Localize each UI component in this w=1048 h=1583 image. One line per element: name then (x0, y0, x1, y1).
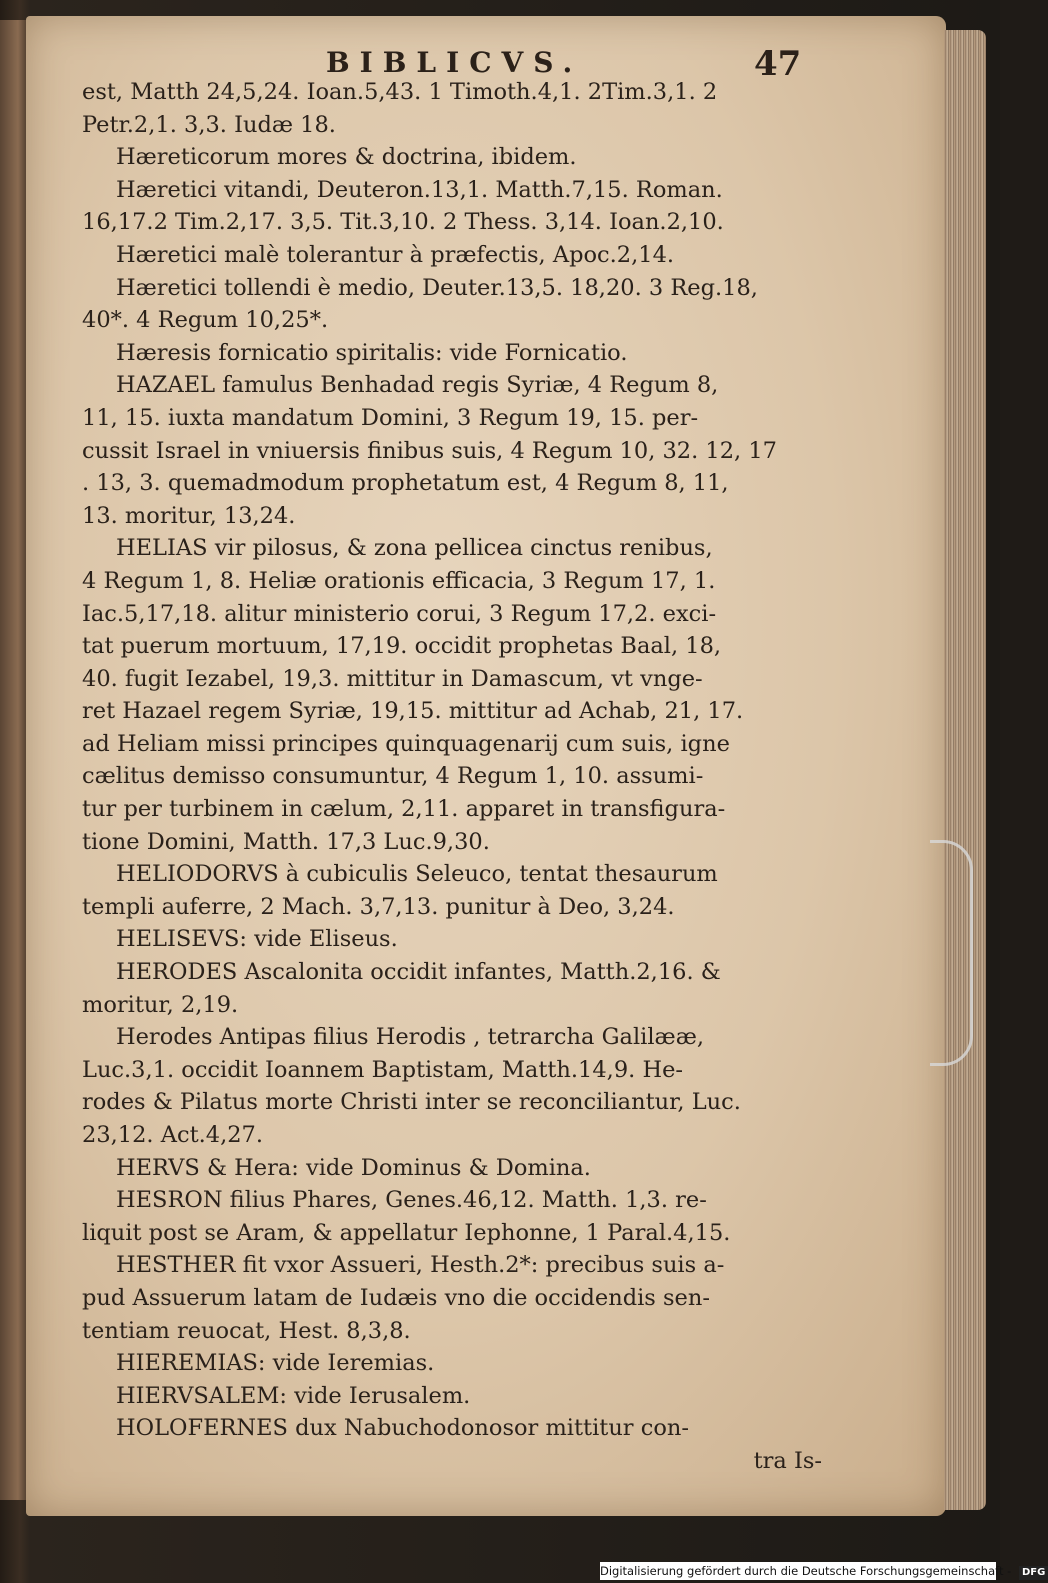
text-line: HERODES Ascalonita occidit infantes, Matth.2,16. & (116, 959, 721, 986)
text-line: Hæresis fornicatio spiritalis: vide Fornicatio. (116, 339, 628, 366)
text-line: pud Assuerum latam de Iudæis vno die occidendis sen- (82, 1284, 710, 1311)
text-line: tur per turbinem in cælum, 2,11. apparet in transfigura- (82, 796, 726, 823)
text-line: Hæretici tollendi è medio, Deuter.13,5. 18,20. 3 Reg.18, (116, 274, 758, 301)
text-line: Petr.2,1. 3,3. Iudæ 18. (82, 111, 336, 138)
text-line: ad Heliam missi principes quinquagenarij cum suis, igne (82, 730, 730, 757)
text-line: liquit post se Aram, & appellatur Iephonne, 1 Paral.4,15. (82, 1219, 731, 1246)
footer-credit (600, 1562, 1046, 1580)
text-line: tentiam reuocat, Hest. 8,3,8. (82, 1317, 411, 1344)
dfg-logo: DFG (1019, 1566, 1048, 1580)
text-line: tione Domini, Matth. 17,3 Luc.9,30. (82, 828, 490, 855)
text-block (82, 76, 842, 1478)
text-line: HELISEVS: vide Eliseus. (116, 926, 398, 953)
text-line: cælitus demisso consumuntur, 4 Regum 1, 10. assumi- (82, 763, 704, 790)
text-line: HELIAS vir pilosus, & zona pellicea cinctus renibus, (116, 535, 713, 562)
page-number: 47 (754, 44, 802, 84)
footer-credit-text: Digitalisierung gefördert durch die Deutsche Forschungsgemeinschaft - (600, 1564, 1012, 1578)
text-line: est, Matth 24,5,24. Ioan.5,43. 1 Timoth.4,1. 2Tim.3,1. 2 (82, 79, 718, 105)
catchword: tra Is- (753, 1447, 822, 1474)
text-line: Luc.3,1. occidit Ioannem Baptistam, Matth.14,9. He- (82, 1056, 683, 1083)
page-clip (930, 840, 973, 1066)
text-line: HIEREMIAS: vide Ieremias. (116, 1350, 435, 1377)
text-line: Hæreticorum mores & doctrina, ibidem. (116, 144, 577, 171)
text-line: 40*. 4 Regum 10,25*. (82, 307, 329, 334)
text-line: 4 Regum 1, 8. Heliæ orationis efficacia, 3 Regum 17, 1. (82, 567, 716, 594)
text-line: moritur, 2,19. (82, 991, 239, 1018)
text-line: HAZAEL famulus Benhadad regis Syriæ, 4 Regum 8, (116, 372, 719, 399)
text-line: . 13, 3. quemadmodum prophetatum est, 4 Regum 8, 11, (82, 470, 729, 497)
text-line: HOLOFERNES dux Nabuchodonosor mittitur con- (116, 1415, 689, 1442)
text-line: Herodes Antipas filius Herodis , tetrarcha Galilææ, (116, 1024, 704, 1051)
text-line: 11, 15. iuxta mandatum Domini, 3 Regum 19, 15. per- (82, 404, 699, 431)
text-line: Iac.5,17,18. alitur ministerio corui, 3 Regum 17,2. exci- (82, 600, 717, 627)
text-line: 23,12. Act.4,27. (82, 1122, 264, 1148)
text-line: 13. moritur, 13,24. (82, 502, 296, 529)
text-line: 16,17.2 Tim.2,17. 3,5. Tit.3,10. 2 Thess. 3,14. Ioan.2,10. (82, 209, 724, 236)
text-line: tat puerum mortuum, 17,19. occidit prophetas Baal, 18, (82, 633, 722, 660)
text-line: HIERVSALEM: vide Ierusalem. (116, 1382, 471, 1409)
text-line: HELIODORVS à cubiculis Seleuco, tentat thesaurum (116, 861, 718, 888)
text-line: HERVS & Hera: vide Dominus & Domina. (116, 1154, 591, 1181)
running-head: BIBLICVS. (326, 46, 583, 79)
text-line: HESTHER fit vxor Assueri, Hesth.2*: precibus suis a- (116, 1252, 725, 1279)
text-line: 40. fugit Iezabel, 19,3. mittitur in Damascum, vt vnge- (82, 665, 703, 692)
text-line: HESRON filius Phares, Genes.46,12. Matth. 1,3. re- (116, 1187, 707, 1214)
text-line: Hæretici vitandi, Deuteron.13,1. Matth.7,15. Roman. (116, 176, 723, 203)
text-line: rodes & Pilatus morte Christi inter se reconciliantur, Luc. (82, 1089, 741, 1116)
text-line: templi auferre, 2 Mach. 3,7,13. punitur à Deo, 3,24. (82, 893, 675, 920)
text-line: Hæretici malè tolerantur à præfectis, Apoc.2,14. (116, 241, 675, 268)
page-edges (944, 30, 986, 1510)
text-line: ret Hazael regem Syriæ, 19,15. mittitur ad Achab, 21, 17. (82, 698, 744, 725)
text-line: cussit Israel in vniuersis finibus suis, 4 Regum 10, 32. 12, 17 (82, 437, 777, 464)
